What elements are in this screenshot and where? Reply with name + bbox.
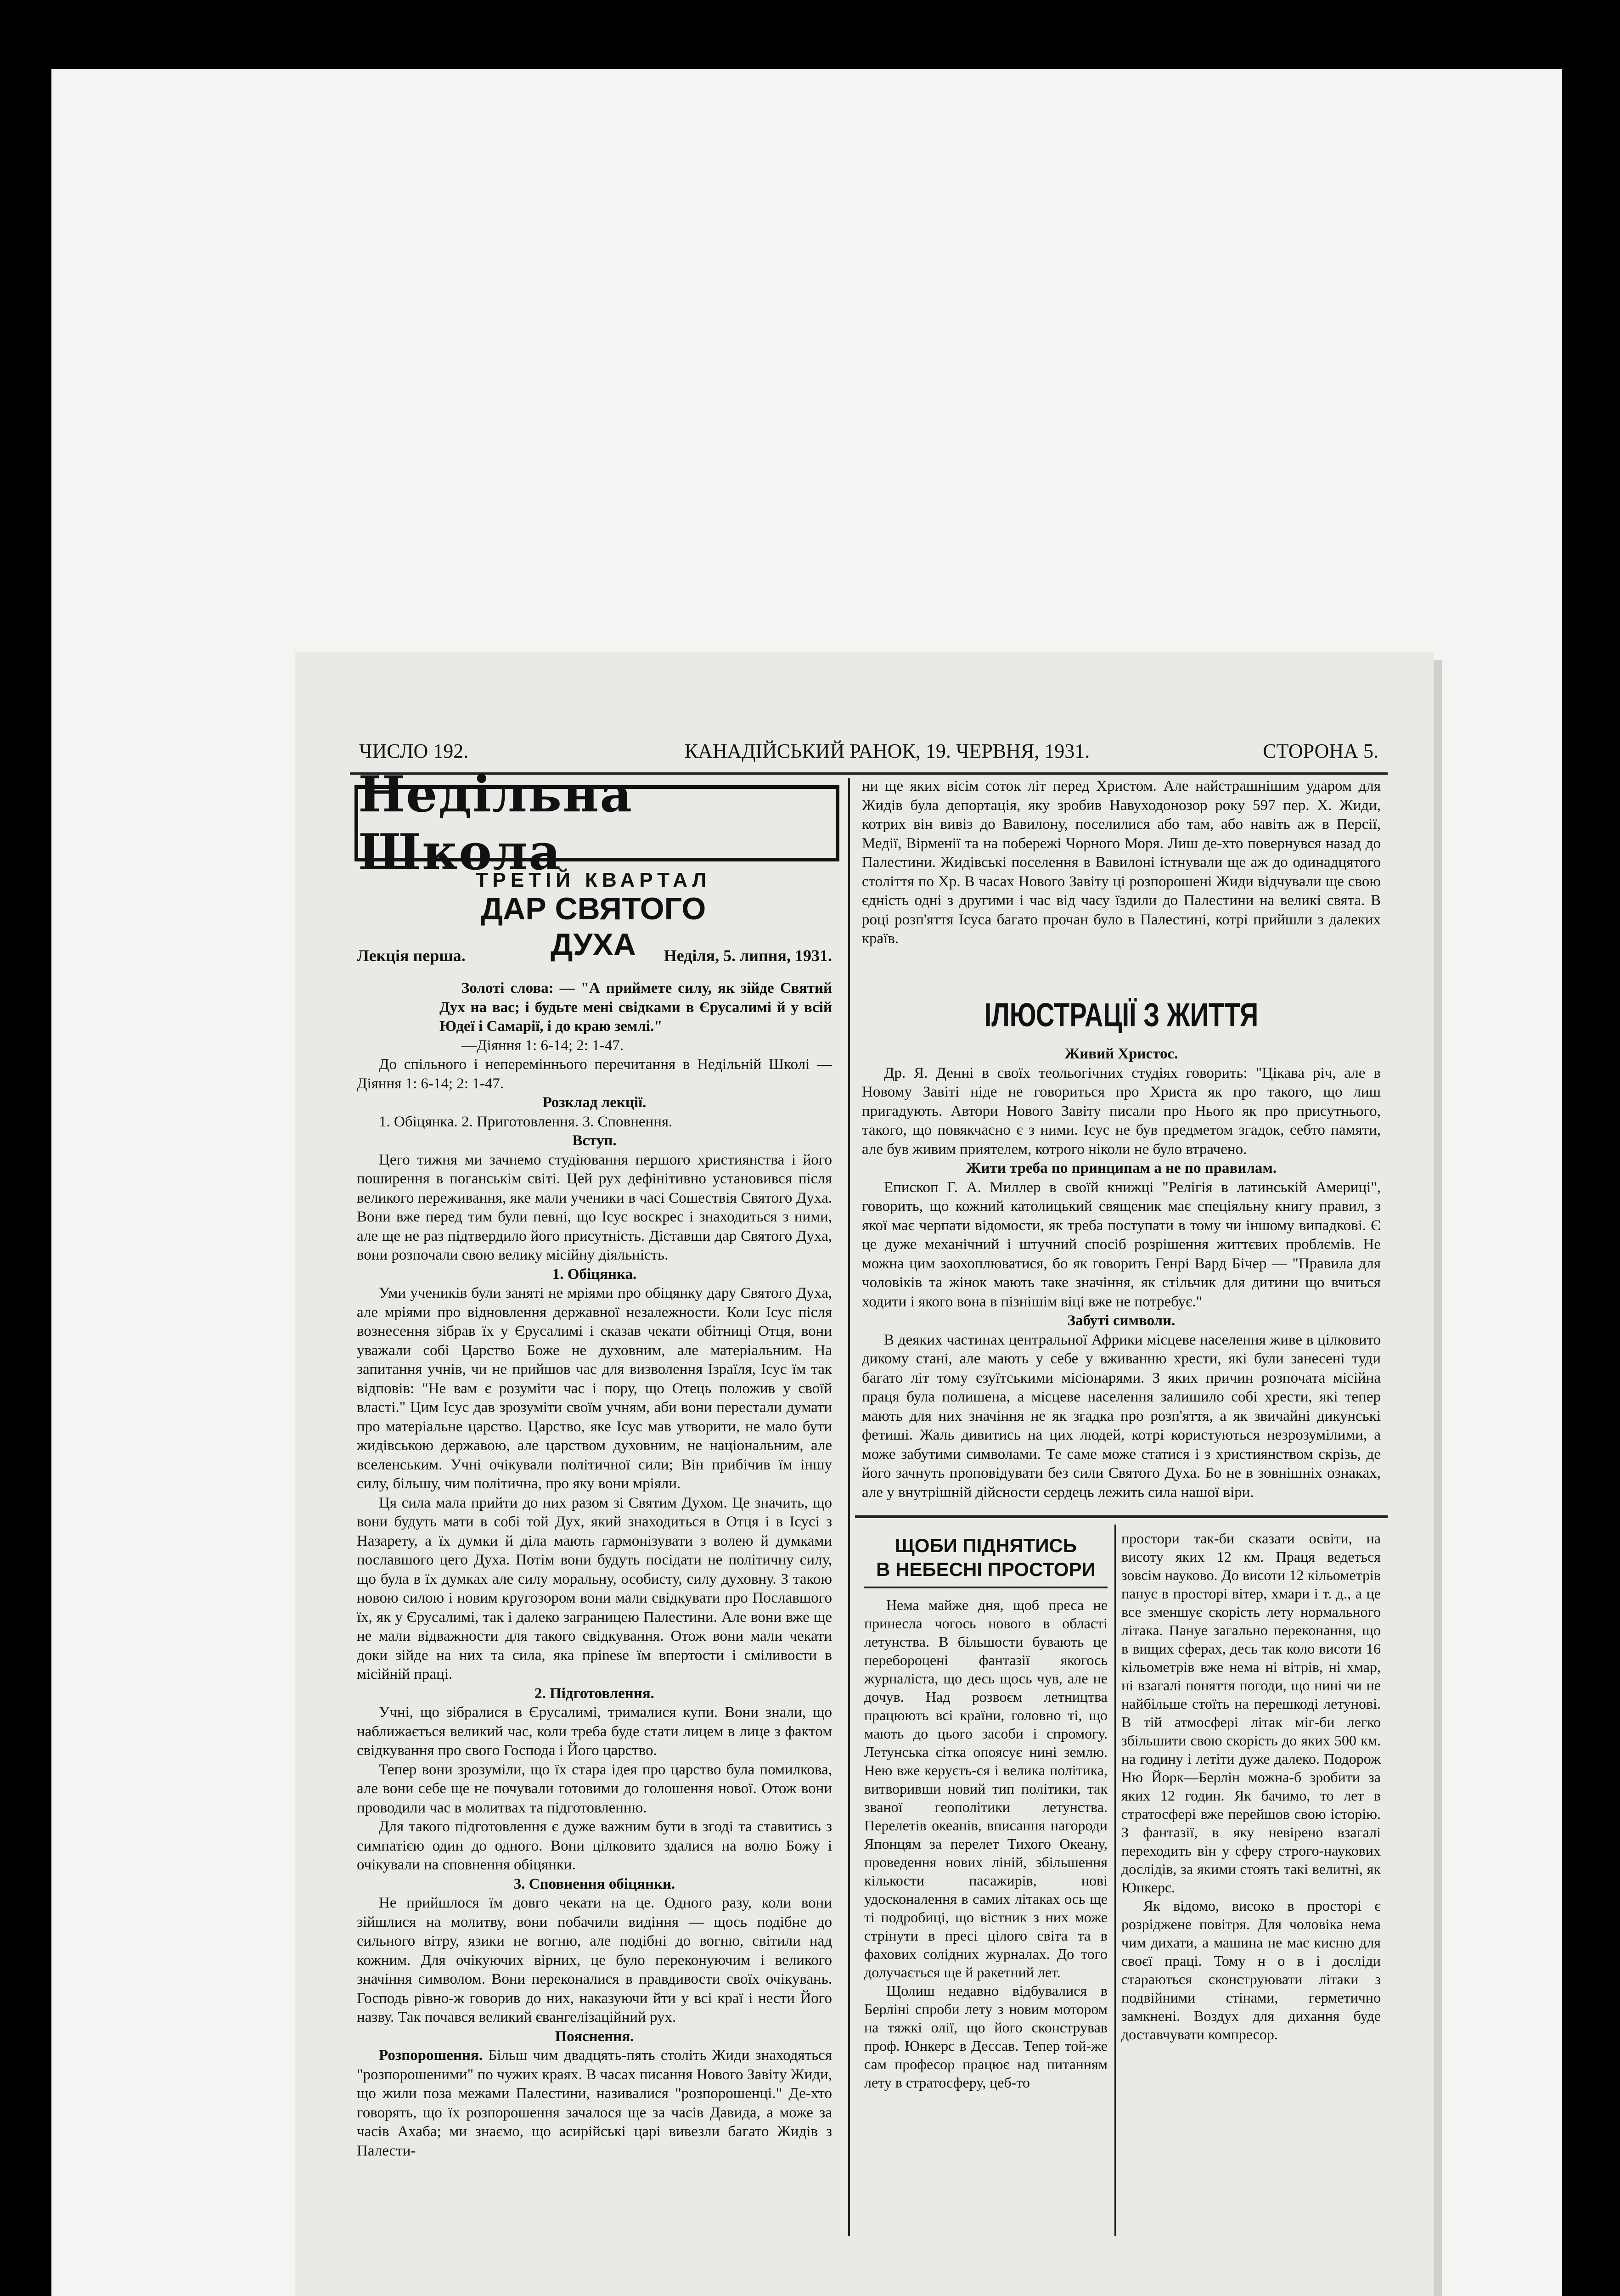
continuation-text: ни ще яких вісім соток літ перед Христом. Але найстрашнішим ударом для Жидів була депортація, яку зробив Навуходонозор року 597 пер. Х. Жиди, котрих він вивіз до Вавилону, поселилися або там, або навіть аж в Персії, Медії, Вірменії та на побережі Чорного Моря. Лиш де-хто повернувся назад до Палестини. Жидівські поселення в Вавилоні істнували ще аж до одинадцятого століття по Хр. В часах Нового Завіту ці розпорошені Жиди відчували ще свою єдність одні з другими і час від часу їздили до Палестини на великі свята. В році розп'яття Ісуса багато прочан було в Палестині, котрі прийшли з далеких країв. bbox=[862, 778, 1381, 947]
illustration-2-text: Епископ Г. А. Миллер в своїй книжці "Релігія в латинській Америці", говорить, що кожний католицький священик має спеціяльну книгу правил, з якої має черпати відомости, як треба поступати в тому чи іншому випадкові. Є це дуже механічний і штучний спосіб розрішення життєвих проблємів. Не можна цим заохоплюватися, бо як говорить Генрі Вард Бічер — "Правила для чоловіків та жінок мають таке значіння, як стільчик для дитини що вчиться ходити і якого вона в пізнішім віці вже не потребує." bbox=[862, 1179, 1381, 1310]
illustration-3-title: Забуті символи. bbox=[1067, 1312, 1176, 1329]
newspaper-page bbox=[295, 652, 1434, 2296]
section-3-para-1: Не прийшлося їм довго чекати на це. Одного разу, коли вони зійшлися на молитву, вони побачили видіння — щось подібне до сильного вітру, язики не вогню, але подібні до вогню, світили над кожним. Для очікуючих вірних, це було переконуючим і великого значіння символом. Вони переконалися в правдивости своїх очікувань. Господь рівно-ж говорив до них, наказуючи йти у всі краї і нести Його назву. Так почався великий євангелізаційний рух. bbox=[357, 1895, 832, 2026]
illustration-2-title: Жити треба по принципам а не по правилам. bbox=[966, 1160, 1277, 1176]
illustration-1-title: Живий Христос. bbox=[1064, 1046, 1178, 1062]
intro-heading: Вступ. bbox=[572, 1132, 617, 1149]
left-column bbox=[357, 979, 832, 2237]
right-column-top bbox=[862, 777, 1381, 993]
flight-title-line-1: ЩОБИ ПІДНЯТИСЬ bbox=[894, 1535, 1077, 1556]
flight-article-heading bbox=[862, 1534, 1110, 1581]
section-2-para-3: Для такого підготовлення є дуже важним бути в згоді та ставитись з симпатією один до одного. Вони цілковито здалися на волю Божу і очікували на сповнення обіцянки. bbox=[357, 1818, 832, 1873]
plan-text: 1. Обіцянка. 2. Приготовлення. 3. Сповнення. bbox=[379, 1113, 673, 1130]
reading-note: До спільного і непереміннього перечитання в Недільній Школі — Діяння 1: 6-14; 2: 1-47. bbox=[357, 1056, 832, 1092]
section-1-para-1: Уми учеників були заняті не мріями про обіцянку дару Святого Духа, але мріями про відновлення державної незалежности. Коли Ісус після вознесення зібрав їх у Єрусалимі і сказав чекати обітниці Отця, вони уважали собі Царство Боже не духовним, але матеріальним. На запитання учнів, чи не прийшов час для визволення Ізраїля, Ісус їм так відповів: "Не вам є розуміти час і пору, що Отець положив у своїй власті." Цим Ісус дав зрозуміти своїм учням, аби вони перестали думати про матеріальне царство. Царство, яке Ісус мав утворити, не мало бути жидівською державою, але царством духовним, не національним, але вселенським. Учні очікували політичної сили; Він прибічив їм іншу силу, більшу, чим політична, про яку вони мріяли. bbox=[357, 1285, 832, 1492]
section-1-heading: 1. Обіцянка. bbox=[552, 1266, 637, 1283]
column-divider bbox=[848, 778, 850, 2236]
section-2-heading: 2. Підготовлення. bbox=[534, 1685, 654, 1702]
quarter-label: ТРЕТІЙ КВАРТАЛ bbox=[475, 869, 711, 891]
flight-para-1: Нема майже дня, щоб преса не принесла чогось нового в області летунства. В більшости бувають це перебороцені фантазії якогось журналіста, що десь щось чув, але не дочув. Над розвоєм летництва працюють всі країни, головно ті, що мають до цього засоби і спромогу. Летунська сітка опоясує нині землю. Нею вже керуєть-ся і велика політика, витворивши новий тип політики, так званої геополітики летунства. Перелетів океанів, вписання нагороди Японцям за перелет Тихого Океану, проведення нових ліній, збільшення кількости пасажирів, нові удосконалення в самих літаках ось ще ті подробиці, що вістник з них може стрінути в пресі цілого світа та в фахових солідних журналах. До того долучається ще й ракетний лет. bbox=[864, 1597, 1108, 1981]
section-title: Недільна Школа bbox=[358, 765, 633, 881]
lesson-number: Лекція перша. bbox=[357, 946, 466, 965]
plan-heading: Розклад лекції. bbox=[542, 1094, 647, 1111]
issue-number: ЧИСЛО 192. bbox=[359, 740, 469, 762]
intro-text: Цего тижня ми зачнемо студіювання першого християнства і його поширення в поганськім світі. Цей рух дефінітивно установився після великого переживання, яке мали ученики в часі Сошествія Святого Духа. Вони вже перед тим були певні, що Ісус воскрес і знаходиться з ними, але ще не раз підтвердило його присутність. Діставши дар Святого Духа, вони розпочали свою велику місійну діяльність. bbox=[357, 1151, 832, 1263]
flight-para-4: Як відомо, високо в просторі є розріджене повітря. Для чоловіка нема чим дихати, а машина не має кисню для своєї праці. Тому н о в і досліди стараються сконструювати літаки з подвійними стінами, герметично замкнені. Воздух для дихання буде доставчувати компресор. bbox=[1121, 1897, 1381, 2043]
lesson-date: Неділя, 5. липня, 1931. bbox=[664, 946, 832, 965]
explanation-heading: Пояснення. bbox=[555, 2028, 634, 2045]
section-2-para-2: Тепер вони зрозуміли, що їх стара ідея про царство була помилкова, але вони себе ще не почували готовими до голошення нової. Отож вони проводили час в молитвах та підготовленню. bbox=[357, 1761, 832, 1816]
explanation-lead: Розпорошення. bbox=[379, 2047, 483, 2064]
lesson-line bbox=[357, 946, 832, 965]
flight-title-rule bbox=[864, 1587, 1108, 1588]
explanation-para bbox=[357, 2046, 832, 2161]
flight-para-2: Щолиш недавно відбувалися в Берліні спроби лету з новим мотором на тяжкі олії, що його сконстрував проф. Юнкерс в Дессав. Тепер той-же сам професор працює над питанням лету в стратосферу, цеб-то bbox=[864, 1982, 1108, 2091]
section-1-para-2: Ця сила мала прийти до них разом зі Святим Духом. Це значить, що вони будуть мати в собі той Дух, який знаходиться в Отця і в Ісусі з Назарету, а їх думки й діла мають гармонізувати з волею й думками пославшого цего Духа. Потім вони будуть посідати не політичну силу, що була в їх думках але силу моральну, особисту, силу духовну. З такою новою силою і новим кругозором вони мали свідкувати про Пославшого їх, як у Єрусалимі, так і далеко заграницею Палестини. Але вони вже ще не мали відважности для такого свідкування. Отож вони мали чекати доки зійде на них та сила, яка прinesе їм впертости і сміливости в місійній праці. bbox=[357, 1494, 832, 1683]
golden-words: Золоті слова: — "А приймете силу, як зійде Святий Дух на вас; і будьте мені свідками в Єрусалимі й у всій Юдеї і Самарії, і до краю землі." bbox=[439, 980, 832, 1035]
flight-column-divider bbox=[1114, 1525, 1116, 2236]
illustration-1-text: Др. Я. Денні в своїх теольогічних студіях говорить: "Цікава річ, але в Новому Завіті ніде не говориться про Христа як про такого, що лиш пригадують. Автори Нового Завіту писали про Нього як про присутнього, такого, що повякчасно є з ними. Ісус не був предметом згадок, себто памяти, але був живим приятелем, котрого ніколи не було втрачено. bbox=[862, 1064, 1381, 1158]
flight-column-2 bbox=[1121, 1529, 1381, 2236]
section-3-heading: 3. Сповнення обіцянки. bbox=[513, 1875, 675, 1892]
flight-para-3: простори так-би сказати освіти, на висоту яких 12 км. Праця ведеться зовсім науково. До висоти 12 кільометрів панує в просторі вітер, хмари і т. д., а це все зменшує скорість лету нормального літака. Пануе загально переконання, що в вищих сферах, десь так коло висоти 16 кільометрів вже нема ні вітрів, ні хмар, ні взагалі поняття погоди, що нині чи не найбільше стоїть на перешкоді летунові. В тій атмосфері літак міг-би легко збільшити свою скорість до яких 500 км. на годину і летіти дуже далеко. Подорож Ню Йорк—Берлін можна-б зробити за яких 12 годин. Як бачимо, то лет в стратосфері вже перейшов свою історію. З фантазії, в яку невірено взагалі переходить він у сферу строго-наукових дослідів, за якими стоять такі велитні, як Юнкерс. bbox=[1121, 1530, 1381, 1896]
flight-title-line-2: В НЕБЕСНІ ПРОСТОРИ bbox=[876, 1559, 1096, 1580]
microfilm-frame bbox=[51, 69, 1562, 2296]
article-divider bbox=[855, 1515, 1388, 1518]
explanation-text: Більш чим двадцять-пять століть Жиди знаходяться "розпорошеними" по чужих краях. В часах писання Нового Завіту Жиди, що жили поза межами Палестини, називалися "розпорошенці." Де-хто говорять, що їх розпорошення зачалося ще за часів Давида, а може за часів Ахаба; ми знаємо, що асирійські царі вивезли багато Жидів з Палести- bbox=[357, 2047, 832, 2159]
lesson-series-title: ДАР СВЯТОГО ДУХА bbox=[480, 891, 706, 962]
section-2-para-1: Учні, що зібралися в Єрусалимі, трималися купи. Вони знали, що наближається великий час, коли треба буде стати лицем в лице з фактом свідкування про свого Господа і Його царство. bbox=[357, 1704, 832, 1759]
illustrations-heading: ІЛЮСТРАЦІЇ З ЖИТТЯ bbox=[984, 997, 1259, 1034]
illustrations-column bbox=[862, 1045, 1381, 1508]
newspaper-name-date: КАНАДІЙСЬКИЙ РАНОК, 19. ЧЕРВНЯ, 1931. bbox=[684, 740, 1090, 762]
page-number: СТОРОНА 5. bbox=[1263, 740, 1378, 762]
illustration-3-text: В деяких частинах центральної Африки місцеве населення живе в цілковито дикому стані, але мають у себе у вживанню хрести, які були занесені туди багато літ тому єзуїтськими місіонарями. З яких причин розпочата місійна праця була полишена, а місцеве населення залишило собі хрести, які тепер мають для них значіння не як згадка про розп'яття, а як звичайні дикунські фетиші. Жаль дивитись на цих людей, котрі користуються незрозумілими, а може забутими символами. Те саме може статися і з християнством скрізь, де його зачнуть проповідувати без сили Святого Духа. Бо не в зовнішніх ознаках, але у внутрішній дійсности сердець лежить сила нашої віри. bbox=[862, 1331, 1381, 1501]
golden-ref: —Діяння 1: 6-14; 2: 1-47. bbox=[461, 1037, 624, 1054]
flight-column-1 bbox=[864, 1596, 1108, 2239]
